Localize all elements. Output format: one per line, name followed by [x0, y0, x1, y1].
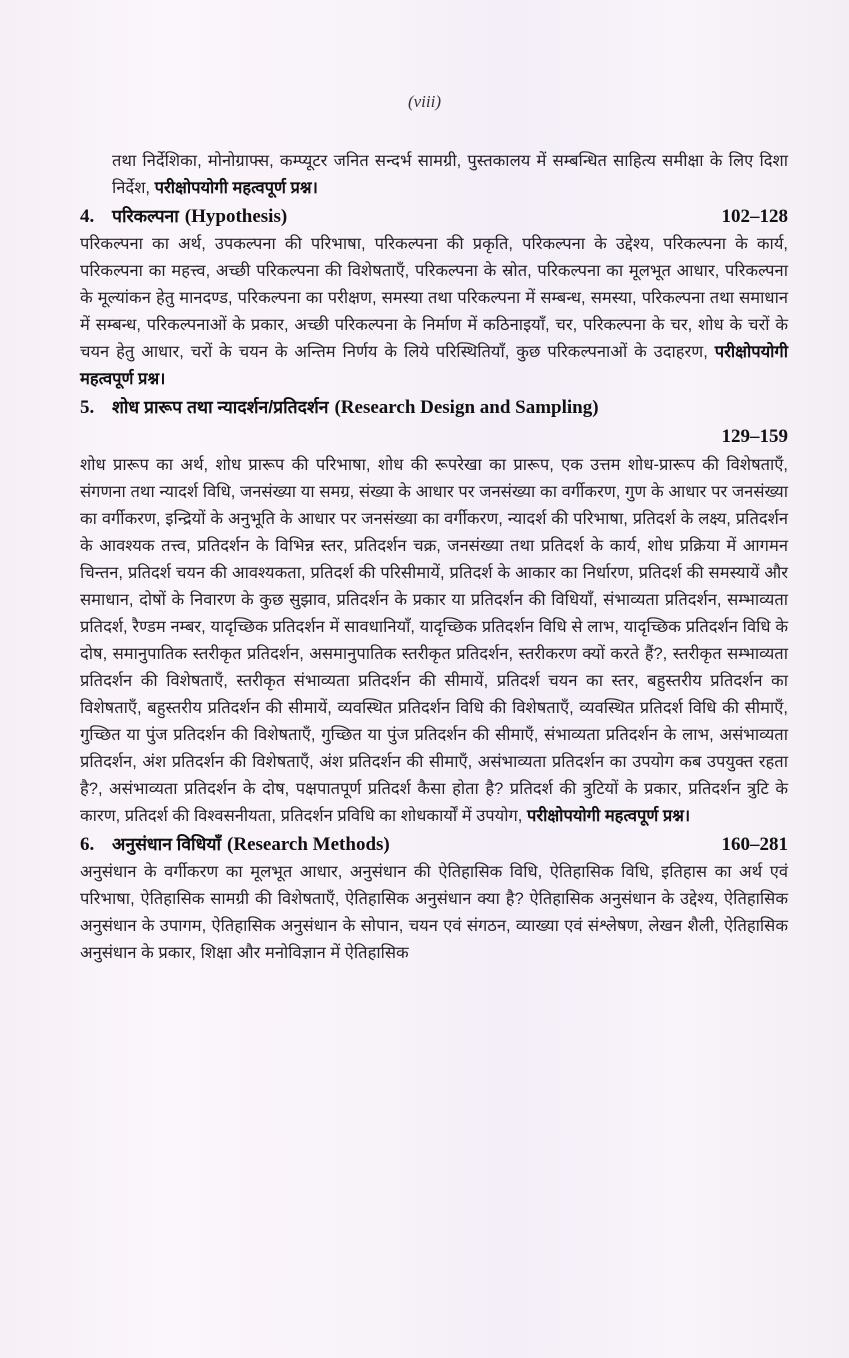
chapter-heading-4: [80, 202, 788, 231]
intro-paragraph: [112, 148, 788, 202]
chapter-body-text: शोध प्रारूप का अर्थ, शोध प्रारूप की परिभाषा, शोध की रूपरेखा का प्रारूप, एक उत्तम शोध-प्रारूप की विशेषताएँ, संगणना तथा न्यादर्श विधि, जनसंख्या या समग्र, संख्या के आधार पर जनसंख्या का वर्गीकरण, गुण के आधार पर जनसंख्या का वर्गीकरण, इन्द्रियों के अनुभूति के आधार पर जनसंख्या का वर्गीकरण, न्यादर्श की परिभाषा, प्रतिदर्श के लक्ष्य, प्रतिदर्शन के आवश्यक तत्त्व, प्रतिदर्शन के विभिन्न स्तर, प्रतिदर्शन चक्र, जनसंख्या तथा प्रतिदर्श के कार्य, शोध प्रक्रिया में आगमन चिन्तन, प्रतिदर्श चयन की आवश्यकता, प्रतिदर्श की परिसीमायें, प्रतिदर्श के आकार का निर्धारण, प्रतिदर्श की समस्यायें और समाधान, दोषों के निवारण के कुछ सुझाव, प्रतिदर्शन के प्रकार या प्रतिदर्शन की विधियाँ, संभाव्यता प्रतिदर्शन, सम्भाव्यता प्रतिदर्श, रैण्डम नम्बर, यादृच्छिक प्रतिदर्शन में सावधानियाँ, यादृच्छिक प्रतिदर्शन विधि से लाभ, यादृच्छिक प्रतिदर्शन विधि के दोष, समानुपातिक स्तरीकृत प्रतिदर्शन, असमानुपातिक स्तरीकृत प्रतिदर्शन, स्तरीकरण क्यों करते हैं?, स्तरीकृत सम्भाव्यता प्रतिदर्शन की विशेषताएँ, स्तरीकृत संभाव्यता प्रतिदर्शन की सीमायें, प्रतिदर्श चयन का स्तर, बहुस्तरीय प्रतिदर्शन का विशेषताएँ, बहुस्तरीय प्रतिदर्शन की सीमायें, व्यवस्थित प्रतिदर्शन विधि की विशेषताएँ, व्यवस्थित प्रतिदर्श विधि की सीमाएँ, गुच्छित या पुंज प्रतिदर्शन की विशेषताएँ, गुच्छित या पुंज प्रतिदर्शन की सीमाएँ, संभाव्यता प्रतिदर्शन के लाभ, असंभाव्यता प्रतिदर्शन, अंश प्रतिदर्शन की विशेषताएँ, अंश प्रतिदर्शन की सीमाएँ, असंभाव्यता प्रतिदर्शन का उपयोग कब उपयुक्त रहता है?, असंभाव्यता प्रतिदर्शन के दोष, पक्षपातपूर्ण प्रतिदर्श कैसा होता है? प्रतिदर्श की त्रुटियों के प्रकार, प्रतिदर्शन त्रुटि के कारण, प्रतिदर्श की विश्वसनीयता, प्रतिदर्शन प्रविधि का शोधकार्यों में उपयोग,: [80, 456, 788, 825]
chapter-title-hindi: परिकल्पना: [112, 206, 179, 226]
chapter-body-5: [80, 452, 788, 830]
chapter-number: 5.: [80, 397, 95, 418]
intro-bold-tail: परीक्षोपयोगी महत्वपूर्ण प्रश्न।: [154, 179, 318, 197]
chapter-pages: 160–281: [721, 834, 788, 855]
chapter-body-4: [80, 231, 788, 393]
chapter-bold-tail: परीक्षोपयोगी महत्वपूर्ण प्रश्न।: [526, 807, 691, 825]
chapter-title-english: (Hypothesis): [184, 206, 288, 227]
intro-text: तथा निर्देशिका, मोनोग्राफ्स, कम्प्यूटर जनित सन्दर्भ सामग्री, पुस्तकालय में सम्बन्धित साहित्य समीक्षा के लिए दिशा निर्देश,: [112, 152, 788, 197]
page-number: (viii): [407, 92, 442, 111]
table-of-contents: [80, 148, 788, 967]
chapter-number: 4.: [80, 206, 95, 227]
chapter-pages: 129–159: [721, 426, 788, 447]
chapter-title-english: (Research Methods): [227, 834, 390, 855]
chapter-title-hindi: अनुसंधान विधियाँ: [112, 834, 222, 854]
chapter-body-text: परिकल्पना का अर्थ, उपकल्पना की परिभाषा, परिकल्पना की प्रकृति, परिकल्पना के उद्देश्य, परिकल्पना के कार्य, परिकल्पना का महत्त्व, अच्छी परिकल्पना की विशेषताएँ, परिकल्पना के स्रोत, परिकल्पना का मूलभूत आधार, परिकल्पना के मूल्यांकन हेतु मानदण्ड, परिकल्पना का परीक्षण, समस्या तथा परिकल्पना में सम्बन्ध, समस्या, परिकल्पना तथा समाधान में सम्बन्ध, परिकल्पनाओं के प्रकार, अच्छी परिकल्पना के निर्माण में कठिनाइयाँ, चर, परिकल्पना के चर, शोध के चरों के चयन हेतु आधार, चरों के चयन के अन्तिम निर्णय के लिये परिस्थितियाँ, कुछ परिकल्पनाओं के उदाहरण,: [80, 235, 788, 361]
chapter-heading-6: [80, 830, 788, 859]
chapter-heading-5: [80, 393, 788, 422]
chapter-title-english: (Research Design and Sampling): [334, 397, 599, 418]
chapter-bold-tail: परीक्षोपयोगी महत्वपूर्ण प्रश्न।: [80, 343, 788, 388]
chapter-body-text: अनुसंधान के वर्गीकरण का मूलभूत आधार, अनुसंधान की ऐतिहासिक विधि, ऐतिहासिक विधि, इतिहास का अर्थ एवं परिभाषा, ऐतिहासिक सामग्री की विशेषताएँ, ऐतिहासिक अनुसंधान क्या है? ऐतिहासिक अनुसंधान के उद्देश्य, ऐतिहासिक अनुसंधान के उपागम, ऐतिहासिक अनुसंधान के सोपान, चयन एवं संगठन, व्याख्या एवं संश्लेषण, लेखन शैली, ऐतिहासिक अनुसंधान के प्रकार, शिक्षा और मनोविज्ञान में ऐतिहासिक: [80, 863, 788, 962]
chapter-pages: 102–128: [721, 206, 788, 227]
chapter-body-6: [80, 859, 788, 967]
chapter-number: 6.: [80, 834, 95, 855]
chapter-title-hindi: शोध प्रारूप तथा न्यादर्शन/प्रतिदर्शन: [112, 397, 329, 417]
